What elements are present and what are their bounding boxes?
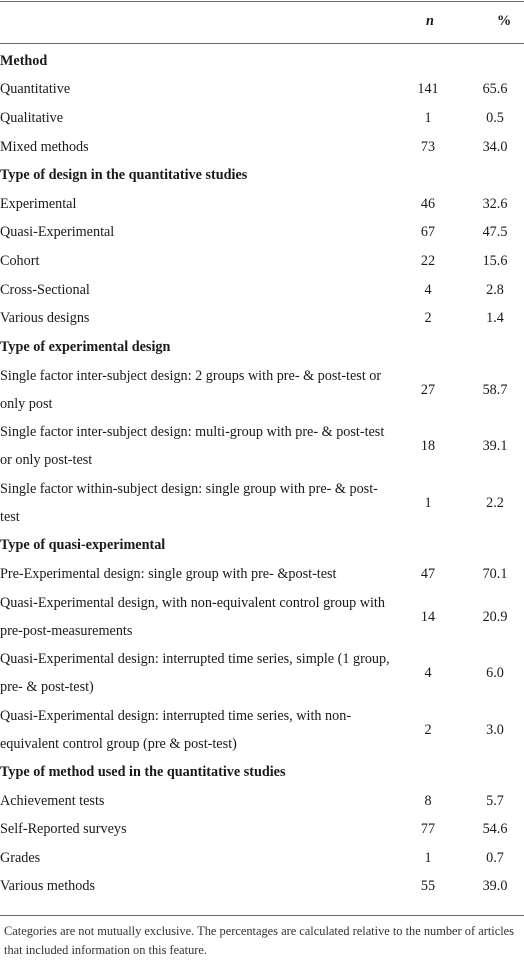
- row-percent: 6.0: [486, 665, 504, 682]
- row-percent: 47.5: [482, 224, 508, 241]
- row-n: 73: [420, 138, 436, 155]
- section-row: [0, 161, 524, 190]
- row-label: Quasi-Experimental design: interrupted time series, simple (1 group, pre- & post-test): [0, 651, 390, 696]
- row-percent: 39.1: [482, 438, 508, 455]
- table-row: [0, 560, 524, 589]
- row-n: 2: [424, 721, 432, 738]
- row-label: Mixed methods: [0, 138, 89, 155]
- row-n: 1: [424, 109, 432, 126]
- section-row: [0, 47, 524, 76]
- row-n: 8: [424, 792, 432, 809]
- table-row: [0, 304, 524, 333]
- row-label: Cross-Sectional: [0, 281, 90, 298]
- table-row: [0, 276, 524, 305]
- row-percent: 39.0: [482, 878, 508, 895]
- table-row: [0, 76, 524, 105]
- section-row: [0, 758, 524, 787]
- row-percent: 20.9: [482, 608, 508, 625]
- row-label: Various methods: [0, 878, 95, 895]
- row-label: Single factor within-subject design: single group with pre- & post-test: [0, 481, 378, 526]
- row-percent: 0.7: [486, 849, 504, 866]
- row-percent: 1.4: [486, 310, 504, 327]
- row-percent: 0.5: [486, 109, 504, 126]
- row-percent: 65.6: [482, 81, 508, 98]
- row-label: Quasi-Experimental design, with non-equivalent control group with pre-post-measurements: [0, 594, 385, 639]
- table-row: [0, 362, 524, 419]
- row-n: 141: [417, 81, 439, 98]
- row-percent: 2.2: [486, 495, 504, 512]
- row-n: 46: [420, 195, 436, 212]
- row-percent: 34.0: [482, 138, 508, 155]
- row-label: Qualitative: [0, 109, 64, 126]
- row-n: 1: [424, 849, 432, 866]
- table-row: [0, 190, 524, 219]
- section-title: Method: [0, 52, 48, 69]
- section-row: [0, 333, 524, 362]
- section-title: Type of design in the quantitative studies: [0, 167, 248, 184]
- row-percent: 58.7: [482, 381, 508, 398]
- column-header-n: n: [426, 13, 434, 29]
- table-row: [0, 104, 524, 133]
- row-label: Various designs: [0, 310, 90, 327]
- row-percent: 70.1: [482, 565, 508, 582]
- row-percent: 2.8: [486, 281, 504, 298]
- table-row: [0, 247, 524, 276]
- row-n: 14: [420, 608, 436, 625]
- row-label: Achievement tests: [0, 792, 105, 809]
- row-percent: 32.6: [482, 195, 508, 212]
- row-n: 22: [420, 252, 436, 269]
- column-header-percent: %: [497, 13, 512, 29]
- row-n: 2: [424, 310, 432, 327]
- table-row: [0, 702, 524, 759]
- section-title: Type of experimental design: [0, 338, 171, 355]
- row-percent: 3.0: [486, 721, 504, 738]
- row-n: 1: [424, 495, 432, 512]
- table-row: [0, 219, 524, 248]
- row-label: Grades: [0, 849, 41, 866]
- row-n: 4: [424, 281, 432, 298]
- row-n: 67: [420, 224, 436, 241]
- row-label: Quantitative: [0, 81, 71, 98]
- table-row: [0, 133, 524, 162]
- table-row: [0, 815, 524, 844]
- row-n: 18: [420, 438, 436, 455]
- section-title: Type of method used in the quantitative studies: [0, 764, 286, 781]
- row-n: 27: [420, 381, 436, 398]
- row-n: 4: [424, 665, 432, 682]
- row-label: Experimental: [0, 195, 77, 212]
- data-table: [0, 47, 524, 901]
- table-row: [0, 475, 524, 532]
- table-footnote: Categories are not mutually exclusive. The percentages are calculated relative to the number of articles that included information on this feature.: [4, 924, 514, 957]
- top-rule: [0, 1, 524, 2]
- row-label: Single factor inter-subject design: multi-group with pre- & post-test or only post-test: [0, 424, 385, 469]
- table-row: [0, 589, 524, 646]
- row-n: 47: [420, 565, 436, 582]
- section-title: Type of quasi-experimental: [0, 537, 166, 554]
- header-rule: [0, 43, 524, 44]
- bottom-rule: [0, 915, 524, 916]
- table-row: [0, 418, 524, 475]
- row-label: Cohort: [0, 252, 40, 269]
- row-percent: 5.7: [486, 792, 504, 809]
- row-label: Single factor inter-subject design: 2 groups with pre- & post-test or only post: [0, 367, 382, 412]
- row-percent: 15.6: [482, 252, 508, 269]
- row-label: Quasi-Experimental design: interrupted time series, with non-equivalent control group (pre & post-test): [0, 707, 352, 752]
- row-label: Self-Reported surveys: [0, 821, 127, 838]
- table-row: [0, 844, 524, 873]
- section-row: [0, 531, 524, 560]
- row-label: Quasi-Experimental: [0, 224, 115, 241]
- table-row: [0, 873, 524, 902]
- row-percent: 54.6: [482, 821, 508, 838]
- row-n: 55: [420, 878, 436, 895]
- table-row: [0, 787, 524, 816]
- row-n: 77: [420, 821, 436, 838]
- table-row: [0, 645, 524, 702]
- row-label: Pre-Experimental design: single group with pre- &post-test: [0, 565, 337, 582]
